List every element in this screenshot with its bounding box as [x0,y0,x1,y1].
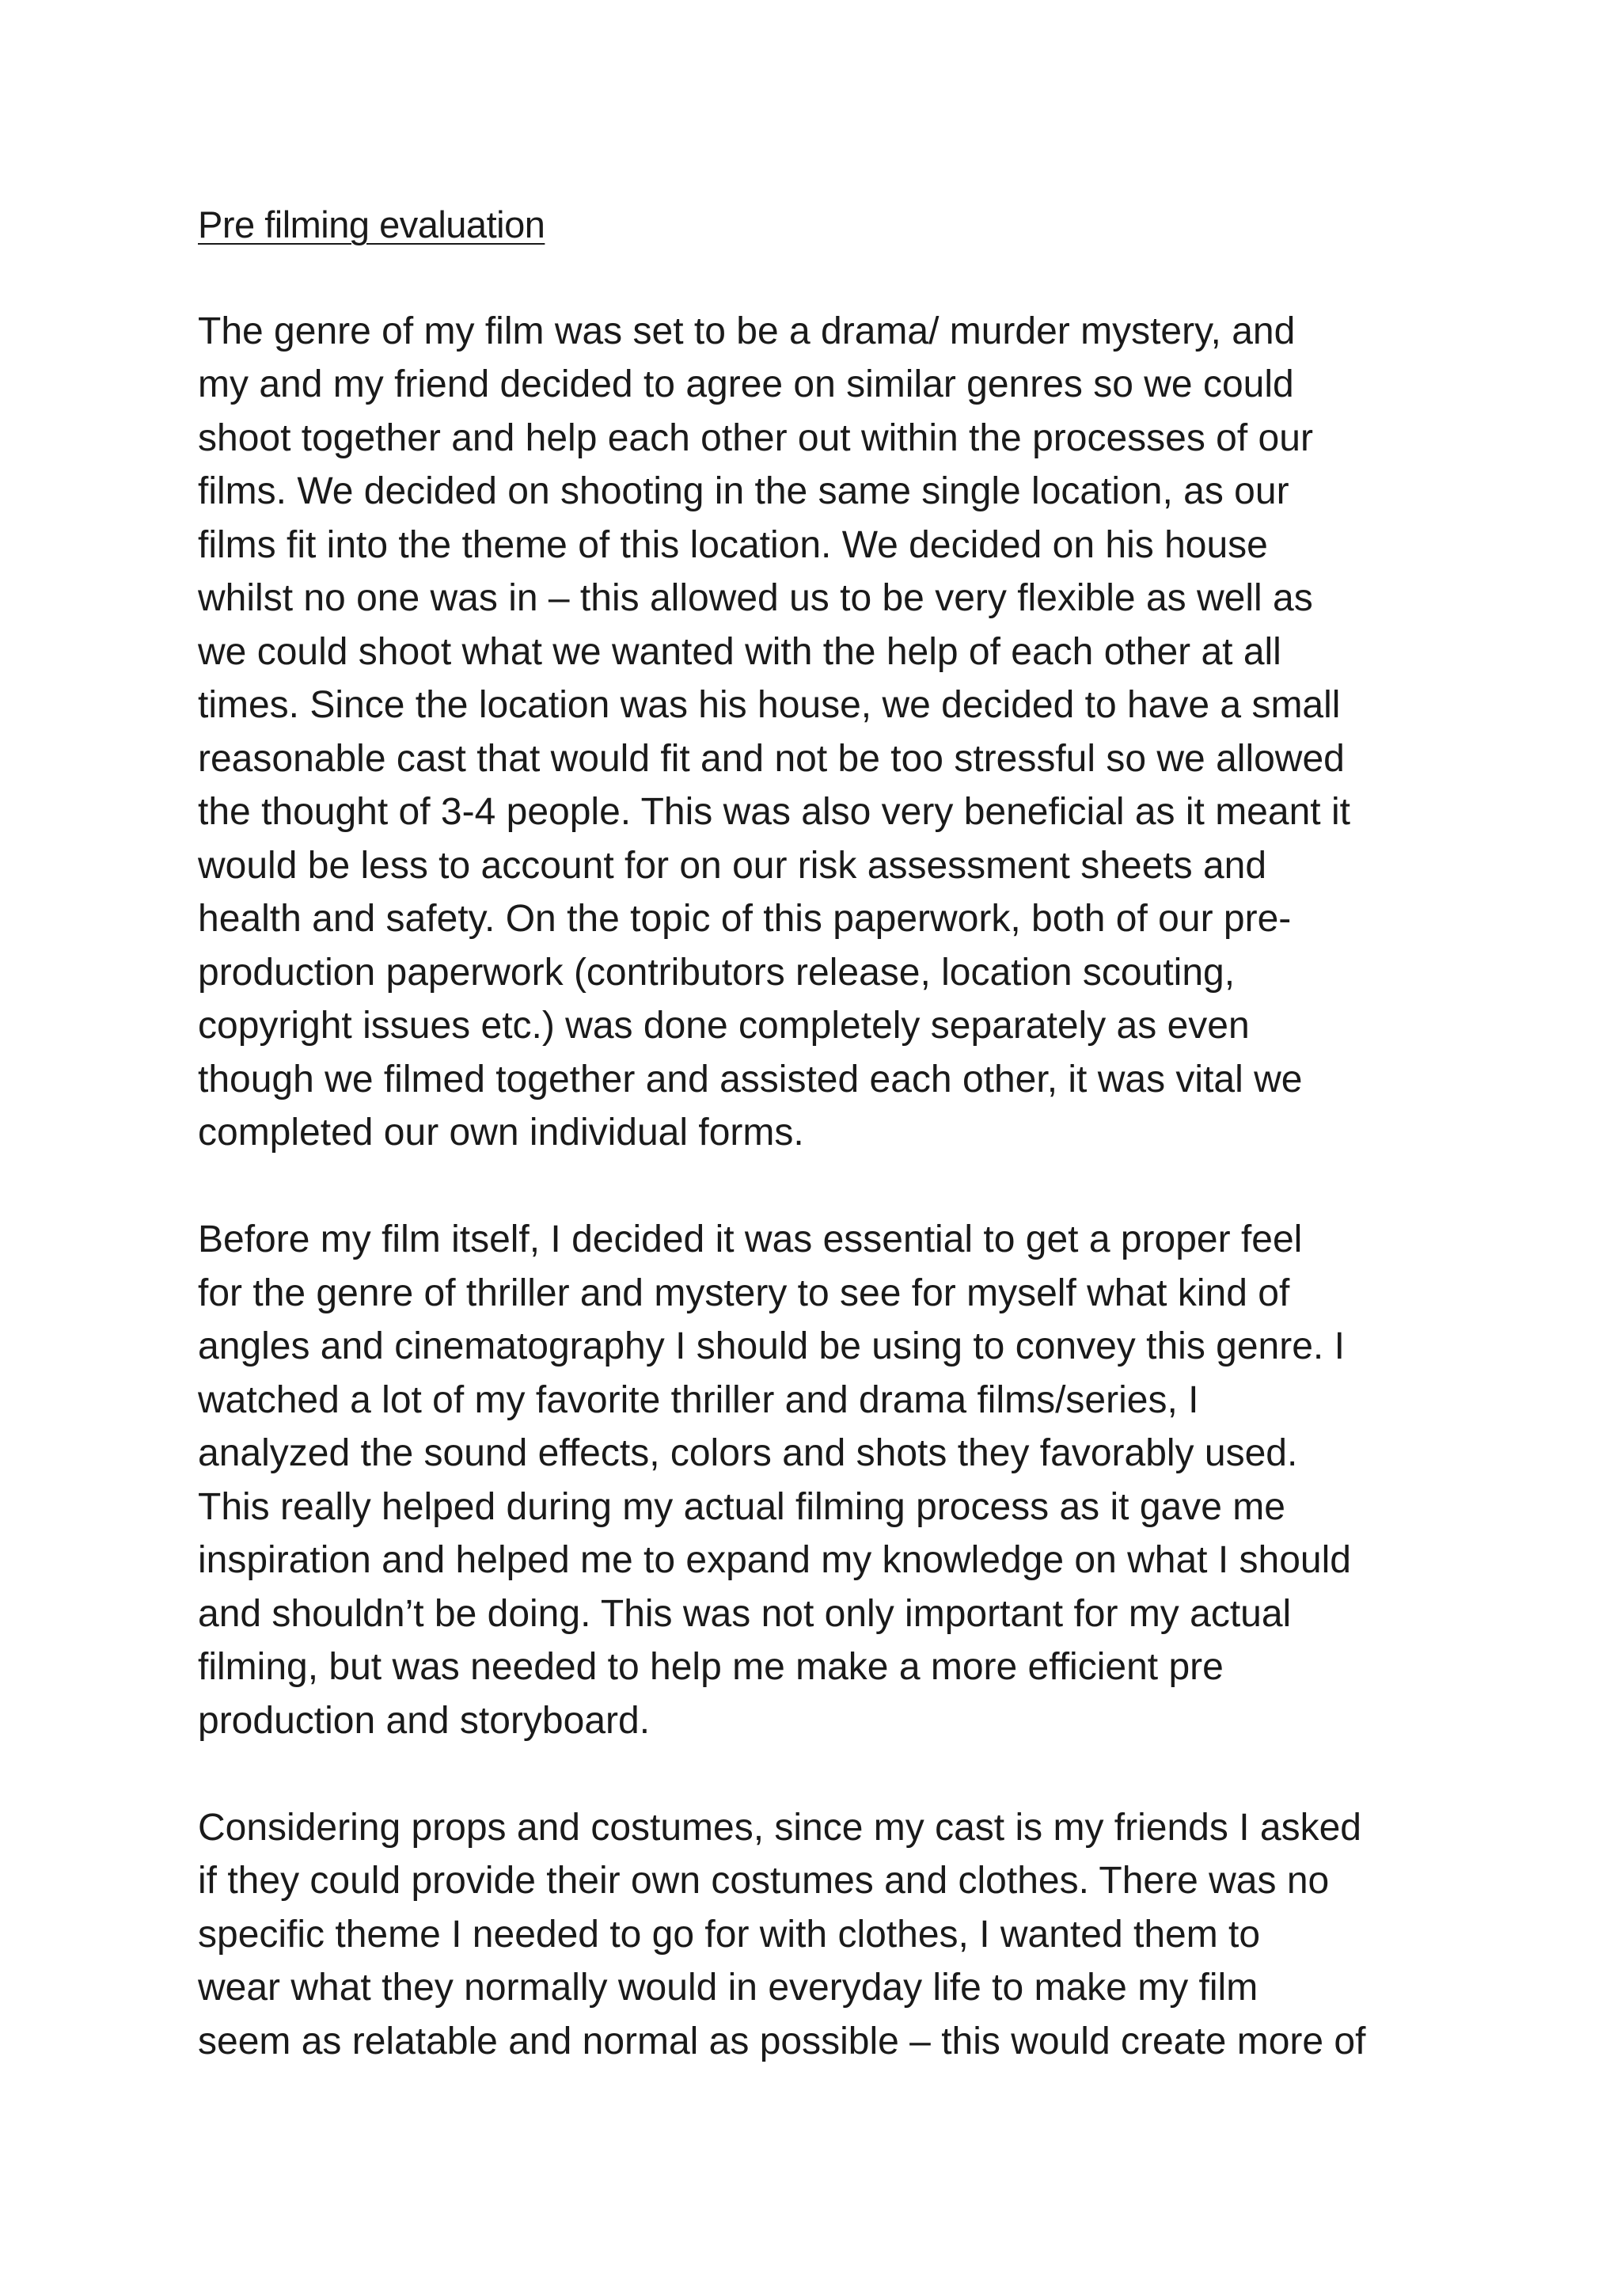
text-line: whilst no one was in – this allowed us to be very flexible as well as [198,577,1313,619]
text-line: would be less to account for on our risk assessment sheets and [198,844,1267,887]
text-line: production paperwork (contributors release, location scouting, [198,951,1236,994]
text-line: completed our own individual forms. [198,1112,804,1154]
text-line: seem as relatable and normal as possible – this would create more of [198,2020,1366,2062]
text-line: my and my friend decided to agree on similar genres so we could [198,363,1294,405]
text-line: times. Since the location was his house, we decided to have a small [198,684,1341,726]
text-line: films fit into the theme of this location. We decided on his house [198,523,1268,566]
text-line: reasonable cast that would fit and not be too stressful so we allowed [198,737,1345,780]
text-line: films. We decided on shooting in the same single location, as our [198,470,1289,512]
text-line: inspiration and helped me to expand my knowledge on what I should [198,1539,1351,1581]
text-line: The genre of my film was set to be a drama/ murder mystery, and [198,310,1296,352]
text-line: production and storyboard. [198,1699,651,1742]
text-line: angles and cinematography I should be using to convey this genre. I [198,1325,1345,1367]
text-line: and shouldn’t be doing. This was not only important for my actual [198,1592,1292,1635]
text-line: though we filmed together and assisted each other, it was vital we [198,1058,1303,1100]
text-line: copyright issues etc.) was done completely separately as even [198,1005,1250,1047]
text-line: wear what they normally would in everyday life to make my film [198,1967,1258,2009]
text-line: analyzed the sound effects, colors and shots they favorably used. [198,1432,1298,1474]
paragraph-pre-production [198,305,1441,1160]
paragraph-props-costumes [198,1801,1441,2069]
text-line: specific theme I needed to go for with clothes, I wanted them to [198,1913,1261,1956]
text-line: Before my film itself, I decided it was essential to get a proper feel [198,1218,1303,1260]
text-line: we could shoot what we wanted with the help of each other at all [198,630,1281,673]
text-line: shoot together and help each other out within the processes of our [198,416,1313,459]
text-line: filming, but was needed to help me make a more efficient pre [198,1646,1224,1688]
text-line: if they could provide their own costumes and clothes. There was no [198,1860,1330,1902]
text-line: for the genre of thriller and mystery to see for myself what kind of [198,1272,1290,1314]
text-line: health and safety. On the topic of this paperwork, both of our pre- [198,898,1292,940]
paragraph-research [198,1213,1441,1747]
text-line: Considering props and costumes, since my cast is my friends I asked [198,1806,1361,1849]
text-line: This really helped during my actual filming process as it gave me [198,1485,1285,1528]
document-title: Pre filming evaluation [198,203,545,245]
text-line: watched a lot of my favorite thriller and drama films/series, I [198,1378,1199,1421]
document-body [198,198,1441,2122]
text-line: the thought of 3-4 people. This was also very beneficial as it meant it [198,791,1350,833]
